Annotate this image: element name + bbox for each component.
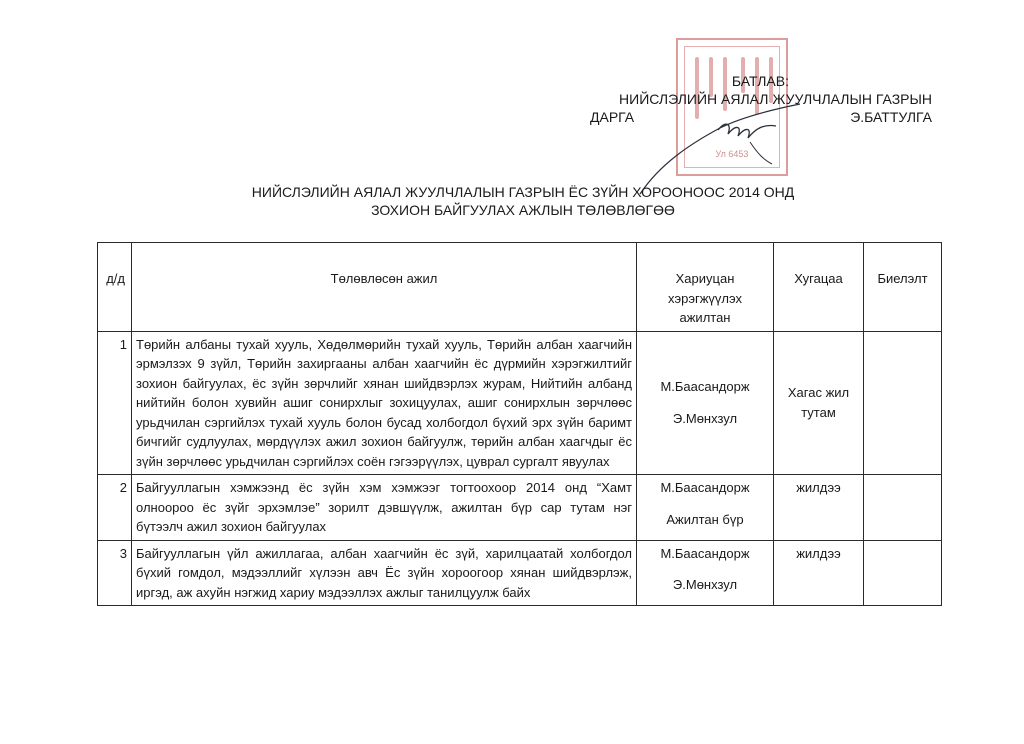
row-deadline: жилдээ [774,540,864,606]
header-planned-work: Төлөвлөсөн ажил [132,243,637,332]
responsible-person: Ажилтан бүр [666,511,744,527]
approval-signatory-line [560,108,932,126]
row-responsible [637,540,774,606]
row-deadline: Хагас жил тутам [774,331,864,475]
document-title [0,183,1024,219]
row-result [864,540,942,606]
row-result [864,475,942,541]
row-task: Төрийн албаны тухай хууль, Хөдөлмөрийн тухай хууль, Төрийн албан хаагчийн эрмэлзэх 9 зүйл, Төрийн захиргааны албан хаагчийн ёс дүрмийн хэрэгжилтийг зохион байгуулах, ёс зүйн зөрчлийг хянан шийдвэрлэх журам, Нийтийн албанд нийтийн болон хувийн ашиг сонирхлыг зохицуулах, ашиг сонирхлын зөрчлөөс урьдчилан сэргийлэх тухай хууль болон бусад холбогдол бүхий эрх зүйн баримт бичгийг судлуулах, мөрдүүлэх ажил зохион байгуулж, төрийн албан хаагчдыг ёс зүйн зөрчлөөс урьдчилан сэргийлэх соён гэгээрүүлэх, цуврал сургалт явуулах [132,331,637,475]
work-plan-table [97,242,942,606]
row-number: 1 [98,331,132,475]
row-deadline: жилдээ [774,475,864,541]
approval-name: Э.БАТТУЛГА [850,109,932,125]
approval-organization: НИЙСЛЭЛИЙН АЯЛАЛ ЖУУЛЧЛАЛЫН ГАЗРЫН [619,91,932,107]
row-number: 2 [98,475,132,541]
header-deadline: Хугацаа [774,243,864,332]
row-task: Байгууллагын хэмжээнд ёс зүйн хэм хэмжээг тогтоохоор 2014 онд “Хамт олноороо ёс зүйг эрхэмлэе” зорилт дэвшүүлж, ажилтан бүр сар тутам нэг бүтээлч ажил зохион байгуулах [132,475,637,541]
responsible-person: М.Баасандорж [660,480,750,495]
document-title-line-2: ЗОХИОН БАЙГУУЛАХ АЖЛЫН ТӨЛӨВЛӨГӨӨ [371,202,675,218]
responsible-person: М.Баасандорж [660,379,750,395]
document-title-line-1: НИЙСЛЭЛИЙН АЯЛАЛ ЖУУЛЧЛАЛЫН ГАЗРЫН ЁС ЗҮЙН ХОРООНООС 2014 ОНД [251,184,795,200]
header-result: Биелэлт [864,243,942,332]
approval-position: ДАРГА [590,109,635,125]
row-task: Байгууллагын үйл ажиллагаа, албан хаагчийн ёс зүй, харилцаатай холбогдол бүхий гомдол, мэдээллийг хүлээн авч Ёс зүйн хороогоор хянан шийдвэрлэж, иргэд, аж ахуйн нэгжид хариу мэдээллэх ажлыг танилцуулж байх [132,540,637,606]
header-number: д/д [98,243,132,332]
row-number: 3 [98,540,132,606]
row-result [864,331,942,475]
seal-registration: Ул 6453 [715,149,749,159]
table-row [98,540,942,606]
table-row [98,331,942,475]
row-responsible [637,475,774,541]
table-header-row [98,243,942,332]
approval-block [560,72,932,126]
row-responsible [637,331,774,475]
responsible-person: Э.Мөнхзул [672,577,738,592]
responsible-person: Э.Мөнхзул [672,410,738,426]
header-responsible: Хариуцан хэрэгжүүлэх ажилтан [637,243,774,332]
approval-heading: БАТЛАВ: [731,73,789,89]
responsible-person: М.Баасандорж [660,545,750,561]
table-row [98,475,942,541]
